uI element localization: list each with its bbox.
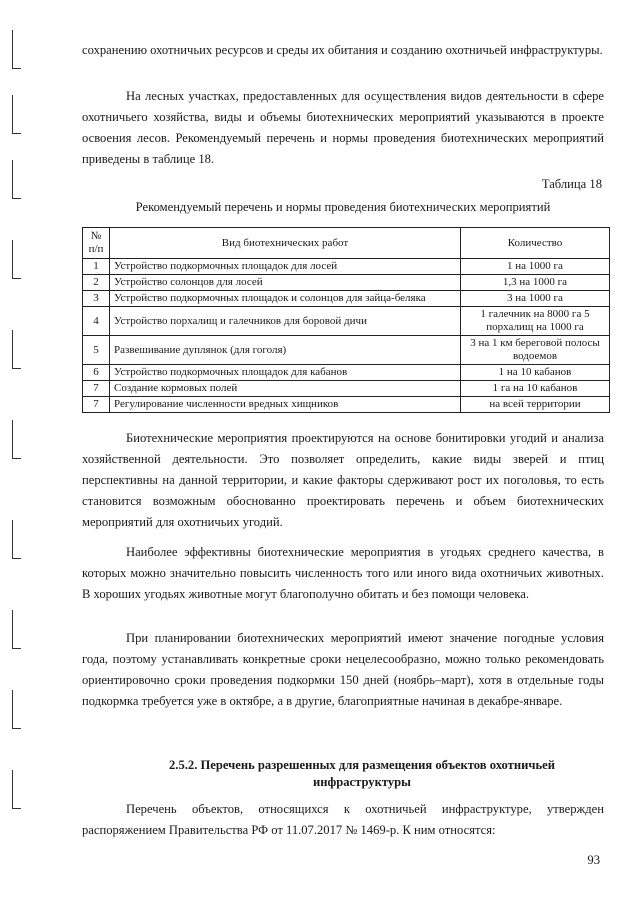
row-number: 4 [83,307,110,336]
header-number: № п/п [83,228,110,259]
table-row [83,336,610,365]
page-number: 93 [587,853,600,867]
row-quantity: 1 на 1000 га [461,259,610,275]
row-work-type: Устройство подкормочных площадок для кабанов [110,365,461,381]
row-quantity: 1 галечник на 8000 га 5 порхалищ на 1000 га [461,307,610,336]
section-heading: 2.5.2. Перечень разрешенных для размещения объектов охотничьей инфраструктуры [169,758,555,789]
row-number: 6 [83,365,110,381]
row-work-type: Создание кормовых полей [110,381,461,397]
binding-mark [12,520,21,559]
binding-mark [12,330,21,369]
table-row [83,275,610,291]
binding-mark [12,30,21,69]
table-row [83,365,610,381]
table-row [83,307,610,336]
row-work-type: Устройство подкормочных площадок для лосей [110,259,461,275]
row-work-type: Устройство солонцов для лосей [110,275,461,291]
row-work-type: Развешивание дуплянок (для гоголя) [110,336,461,365]
binding-mark [12,770,21,809]
table-header-row [83,228,610,259]
row-number: 5 [83,336,110,365]
row-number: 1 [83,259,110,275]
binding-mark [12,95,21,134]
row-quantity: 3 на 1000 га [461,291,610,307]
paragraph-infrastructure-list: Перечень объектов, относящихся к охотничьей инфраструктуре, утвержден распоряжением Правительства РФ от 11.07.2017 № 1469-р. К ним относятся: [82,802,604,837]
row-work-type: Устройство подкормочных площадок и солонцов для зайца-беляка [110,291,461,307]
binding-mark [12,610,21,649]
paragraph-forest-plots: На лесных участках, предоставленных для осуществления видов деятельности в сфере охотничьего хозяйства, виды и объемы биотехнических мероприятий указываются в проекте освоения лесов. Рекомендуемый перечень и нормы проведения биотехнических мероприятий приведены в таблице 18. [82,89,604,166]
row-quantity: 1 га на 10 кабанов [461,381,610,397]
row-work-type: Регулирование численности вредных хищников [110,397,461,413]
row-quantity: на всей территории [461,397,610,413]
header-work-type: Вид биотехнических работ [110,228,461,259]
table-row [83,259,610,275]
row-quantity: 1,3 на 1000 га [461,275,610,291]
row-number: 3 [83,291,110,307]
row-number: 7 [83,381,110,397]
paragraph-effectiveness: Наиболее эффективны биотехнические мероприятия в угодьях среднего качества, в которых можно значительно повысить численность того или иного вида охотничьих животных. В хороших угодьях животные могут благополучно обитать и без помощи человека. [82,545,604,601]
binding-mark [12,690,21,729]
table-label: Таблица 18 [541,177,602,191]
table-title: Рекомендуемый перечень и нормы проведения биотехнических мероприятий [135,200,551,214]
table-row [83,397,610,413]
binding-mark [12,240,21,279]
row-quantity: 1 на 10 кабанов [461,365,610,381]
binding-mark [12,160,21,199]
binding-mark [12,420,21,459]
row-work-type: Устройство порхалищ и галечников для боровой дичи [110,307,461,336]
paragraph-planning: При планировании биотехнических мероприятий имеют значение погодные условия года, поэтому устанавливать конкретные сроки нецелесообразно, можно только рекомендовать ориентировочно сроки проведения подкормки 150 дней (ноябрь–март), хотя в отдельные годы подкормка требуется уже в октябре, а в другие, благоприятные начиная в декабре-январе. [82,631,604,708]
paragraph-bonitation: Биотехнические мероприятия проектируются на основе бонитировки угодий и анализа хозяйственной деятельности. Это позволяет определить, какие виды зверей и птиц перспективны на данной территории, и какие факторы сдерживают рост их поголовья, то есть становится возможным обоснованно проектировать перечень и объем биотехнических мероприятий для охотничьих угодий. [82,431,604,529]
row-quantity: 3 на 1 км береговой полосы водоемов [461,336,610,365]
header-quantity: Количество [461,228,610,259]
paragraph-continuation: сохранению охотничьих ресурсов и среды их обитания и созданию охотничьей инфраструктуры. [82,43,603,57]
row-number: 2 [83,275,110,291]
row-number: 7 [83,397,110,413]
biotechnical-measures-table [82,227,610,413]
table-row [83,381,610,397]
table-row [83,291,610,307]
